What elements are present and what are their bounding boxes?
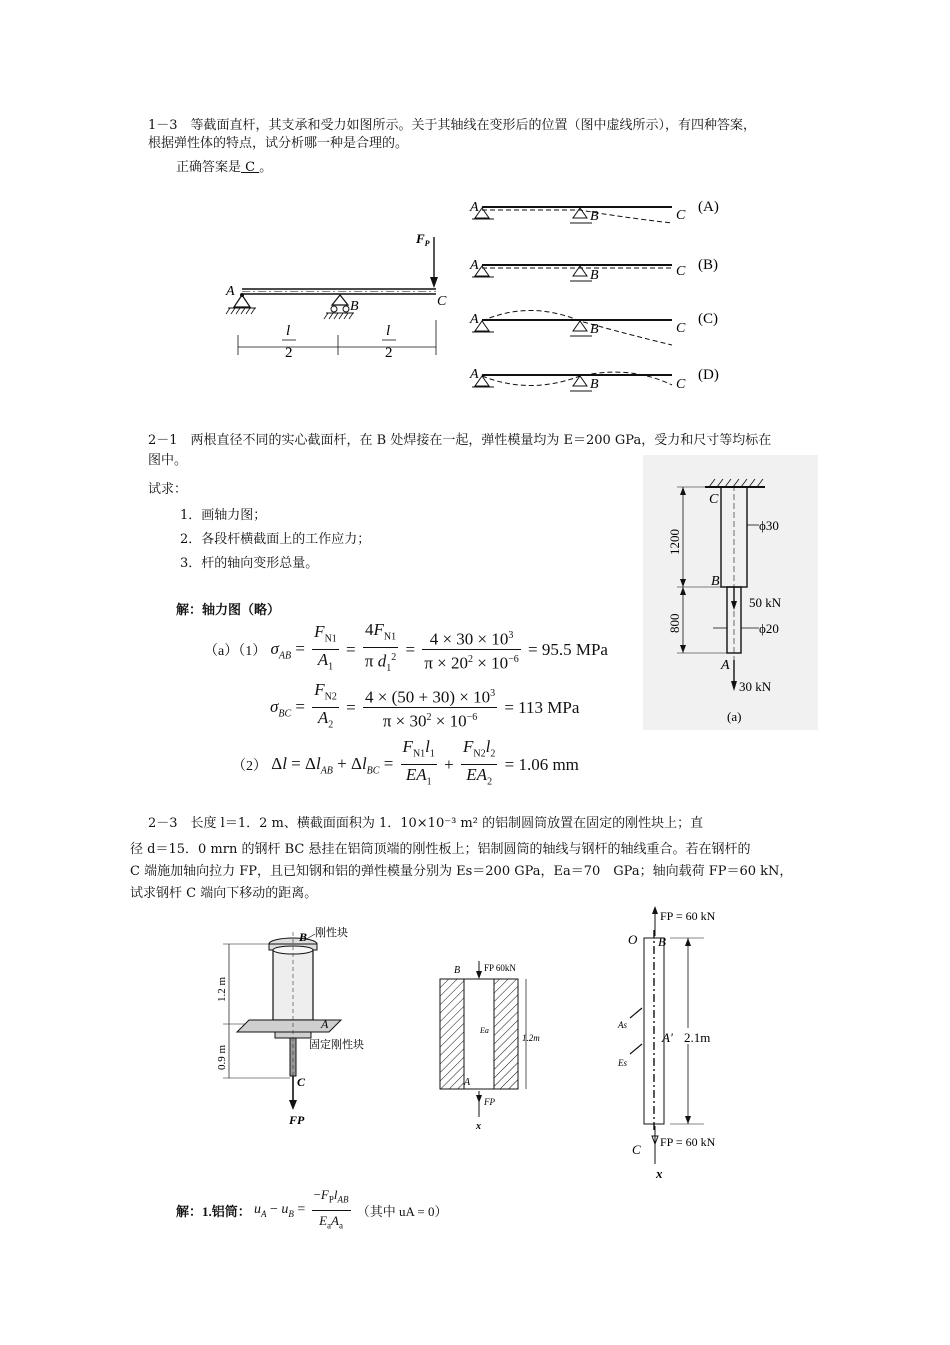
length-1200: 1200 bbox=[667, 529, 682, 555]
diameter-30: ϕ30 bbox=[759, 518, 779, 533]
fb-point-ap: A' bbox=[662, 1030, 673, 1045]
dim-l2: l bbox=[386, 323, 391, 339]
svg-text:A: A bbox=[470, 258, 479, 273]
solution-2-3-note: （其中 uA = 0） bbox=[356, 1203, 448, 1219]
answer-prefix: 正确答案是 bbox=[176, 160, 242, 175]
problem-2-3-line1: 2－3 长度 l＝1．2 m、横截面面积为 1．10×10⁻³ m² 的铝制圆筒放置在固定的刚性块上；直 bbox=[148, 816, 704, 831]
solution-2-3: 解：1.铝筒： $u_A - u_B$ = $\frac{-F_Pl_{AB}}{E_aA_a}$ （其中 uA = 0） bbox=[176, 1187, 448, 1231]
option-a-diagram bbox=[469, 199, 719, 224]
sec-point-b: B bbox=[454, 965, 461, 976]
fig-point-b: B bbox=[711, 574, 720, 589]
equation-sigma-ab: （a）（1） $\sigma_{AB}$ = $\frac{F_{N1}}{A_1}$ = $\frac{4F_{N1}}{\pi d_1^2}$ = $\frac{4 \times 30 \times 10^3}{\pi \times 20^2 \times 10^{-6}}$ = 95.5 MPa bbox=[204, 620, 608, 675]
option-d-diagram bbox=[469, 367, 719, 392]
cyl-point-c: C bbox=[297, 1075, 306, 1089]
figure-1-3 bbox=[220, 195, 740, 410]
svg-text:C: C bbox=[676, 264, 686, 279]
fb-axis-x: x bbox=[656, 1166, 663, 1181]
fb-point-c: C bbox=[632, 1142, 641, 1157]
figure-2-3-section bbox=[430, 955, 560, 1135]
fb-length: 2.1m bbox=[684, 1030, 711, 1045]
cyl-len-1: 1.2 m bbox=[216, 976, 228, 1002]
ask-item-2: 2．各段杆横截面上的工作应力； bbox=[180, 532, 371, 547]
fb-as: As bbox=[618, 1020, 627, 1030]
force-50kn: 50 kN bbox=[749, 595, 782, 610]
sec-point-a: A bbox=[464, 1077, 471, 1088]
dim-two1: 2 bbox=[285, 345, 293, 361]
answer-suffix: 。 bbox=[259, 160, 273, 175]
figure-2-1 bbox=[643, 455, 818, 730]
point-b-label: B bbox=[350, 299, 359, 314]
problem-2-3-line3: C 端施加轴向拉力 FP，且已知钢和铝的弹性模量分别为 Es＝200 GPa，Ea＝70 GPa；轴向载荷 FP＝60 kN， bbox=[130, 864, 793, 879]
cyl-fixed-label: 固定刚性块 bbox=[309, 1039, 364, 1051]
svg-text:A: A bbox=[470, 367, 479, 382]
fb-force-bot: FP = 60 kN bbox=[660, 1135, 716, 1149]
solution-2-3-prefix: 解：1.铝筒： bbox=[176, 1203, 251, 1219]
fig-point-c: C bbox=[709, 492, 719, 507]
fig-point-a: A bbox=[721, 658, 730, 673]
cyl-rigid-label: 刚性块 bbox=[315, 927, 348, 939]
cyl-force: FP bbox=[289, 1113, 305, 1127]
problem-2-3-line4: 试求钢杆 C 端向下移动的距离。 bbox=[130, 886, 318, 901]
problem-1-3-line1: 1－3 等截面直杆，其支承和受力如图所示。关于其轴线在变形后的位置（图中虚线所示），有四种答案， bbox=[148, 118, 757, 133]
point-c-label: C bbox=[437, 294, 447, 309]
figure-2-3-freebody bbox=[610, 900, 750, 1190]
ask-item-3: 3．杆的轴向变形总量。 bbox=[180, 556, 319, 571]
sec-length: 1.2m bbox=[522, 1033, 540, 1043]
answer-line bbox=[176, 158, 272, 178]
svg-text:B: B bbox=[590, 209, 599, 224]
svg-text:B: B bbox=[590, 377, 599, 392]
svg-text:B: B bbox=[590, 268, 599, 283]
equation-delta-l: （2） $\Delta l = \Delta l_{AB} + \Delta l_{BC}$ = $\frac{F_{N1}l_1}{EA_1}$ + $\frac{F_{N2}l_2}{EA_2}$ = 1.06 mm bbox=[232, 737, 579, 788]
dim-two2: 2 bbox=[385, 345, 393, 361]
option-c-diagram bbox=[469, 311, 718, 346]
fb-es: Es bbox=[618, 1058, 627, 1068]
sec-ea: Ea bbox=[480, 1026, 489, 1035]
answer-value: C bbox=[241, 160, 260, 175]
svg-text:A: A bbox=[470, 200, 479, 215]
diameter-20: ϕ20 bbox=[759, 621, 779, 636]
problem-2-1-line1: 2－1 两根直径不同的实心截面杆，在 B 处焊接在一起，弹性模量均为 E＝200 GPa，受力和尺寸等均标在 bbox=[148, 433, 772, 448]
problem-2-3-line2: 径 d＝15．0 mrn 的钢杆 BC 悬挂在铝筒顶端的刚性板上；铝制圆筒的轴线与钢杆的轴线重合。若在钢杆的 bbox=[130, 842, 751, 857]
problem-1-3-line2: 根据弹性体的特点，试分析哪一种是合理的。 bbox=[148, 136, 409, 151]
dim-l1: l bbox=[286, 323, 291, 339]
force-30kn: 30 kN bbox=[739, 679, 772, 694]
option-c-label: (C) bbox=[698, 311, 718, 327]
fb-point-o: O bbox=[628, 932, 638, 947]
sec-axis-x: x bbox=[476, 1121, 481, 1132]
solution-2-1-header: 解：轴力图（略） bbox=[176, 603, 281, 618]
length-800: 800 bbox=[667, 613, 682, 633]
svg-text:A: A bbox=[470, 312, 479, 327]
figure-caption-a: (a) bbox=[727, 709, 742, 724]
option-a-label: (A) bbox=[698, 199, 719, 215]
sec-force-top: FP 60kN bbox=[484, 963, 516, 973]
force-label: $F_P$ bbox=[416, 231, 430, 248]
option-b-diagram bbox=[469, 257, 718, 283]
cyl-point-a: A bbox=[321, 1017, 329, 1031]
figure-2-3-cylinder bbox=[205, 920, 375, 1130]
fb-point-b: B bbox=[658, 934, 666, 949]
svg-text:C: C bbox=[676, 321, 686, 336]
problem-2-1-line2: 图中。 bbox=[148, 453, 188, 468]
sec-force-bot: FP bbox=[484, 1097, 495, 1107]
ask-label: 试求： bbox=[148, 482, 188, 497]
cyl-point-b: B bbox=[299, 930, 308, 944]
svg-text:C: C bbox=[676, 208, 686, 223]
ask-item-1: 1．画轴力图； bbox=[180, 508, 267, 523]
svg-text:C: C bbox=[676, 377, 686, 392]
equation-sigma-bc: $\sigma_{BC}$ = $\frac{F_{N2}}{A_2}$ = $\frac{4 \times (50 + 30) \times 10^3}{\pi \times 30^2 \times 10^{-6}}$ = 113 MPa bbox=[270, 680, 580, 732]
point-a-label: A bbox=[226, 284, 235, 299]
option-d-label: (D) bbox=[698, 367, 719, 383]
fb-force-top: FP = 60 kN bbox=[660, 909, 716, 923]
svg-text:B: B bbox=[590, 322, 599, 337]
cyl-len-2: 0.9 m bbox=[216, 1044, 228, 1070]
option-b-label: (B) bbox=[698, 257, 718, 273]
